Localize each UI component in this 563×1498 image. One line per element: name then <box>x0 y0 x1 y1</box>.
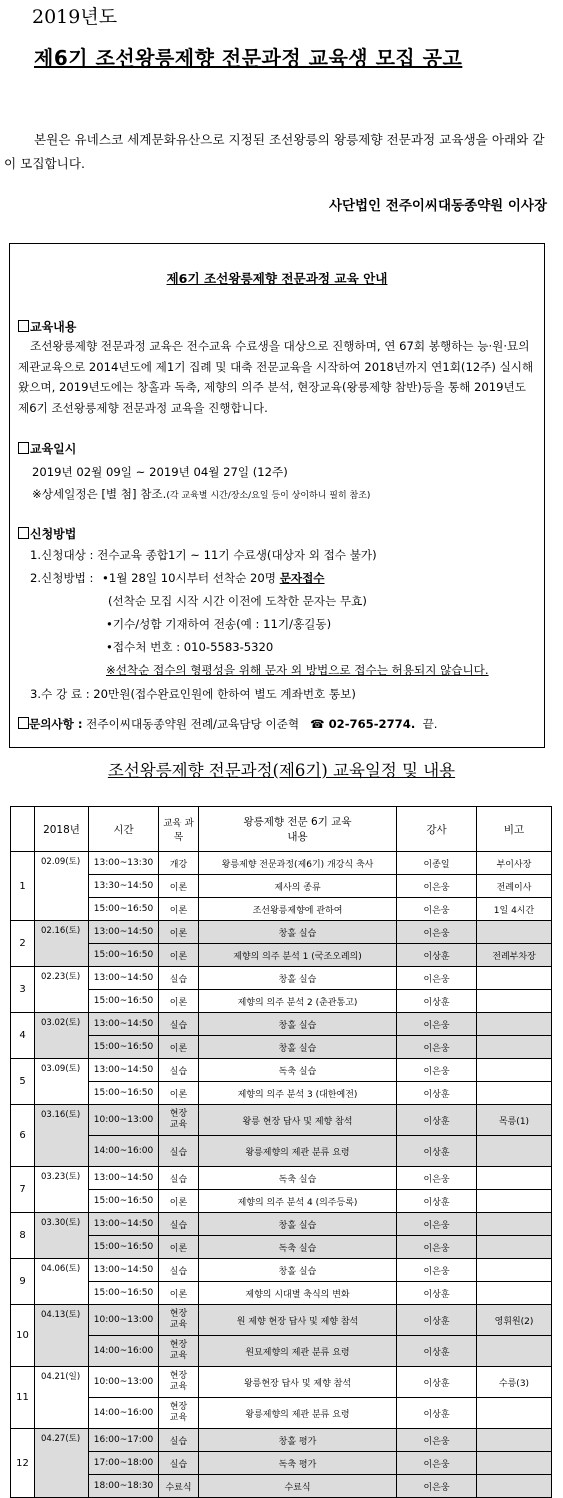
note-cell <box>477 1336 552 1367</box>
content-cell: 제향의 의주 분석 2 (춘관통고) <box>199 990 397 1013</box>
lecturer-cell: 이상훈 <box>397 990 477 1013</box>
week-cell: 3 <box>11 967 35 1013</box>
header-note: 비고 <box>477 807 552 852</box>
lecturer-cell: 이상훈 <box>397 1398 477 1429</box>
time-cell: 13:00~14:50 <box>89 967 159 990</box>
header-time: 시간 <box>89 807 159 852</box>
table-row <box>11 1236 552 1259</box>
type-cell: 현장 교육 <box>159 1336 199 1367</box>
time-cell: 13:00~14:50 <box>89 1213 159 1236</box>
schedule-title: 조선왕릉제향 전문과정(제6기) 교육일정 및 내용 <box>107 761 456 780</box>
content-cell: 제향의 의주 분석 1 (국조오례의) <box>199 944 397 967</box>
content-cell: 독축 실습 <box>199 1167 397 1190</box>
week-cell: 1 <box>11 852 35 921</box>
date-cell: 04.06(토) <box>35 1259 89 1305</box>
lecturer-cell: 이은웅 <box>397 921 477 944</box>
table-row <box>11 1367 552 1398</box>
content-cell: 창홀 실습 <box>199 967 397 990</box>
lecturer-cell: 이은웅 <box>397 1236 477 1259</box>
type-cell: 이론 <box>159 1190 199 1213</box>
note-cell <box>477 1167 552 1190</box>
contact-line: 문의사항 : 전주이씨대동종약원 전례/교육담당 이준혁 ☎ 02-765-2774. 끝. <box>18 716 437 732</box>
lecturer-cell: 이은웅 <box>397 1013 477 1036</box>
content-cell: 독축 실습 <box>199 1059 397 1082</box>
table-row <box>11 1305 552 1336</box>
date-cell: 02.09(토) <box>35 852 89 921</box>
week-cell: 7 <box>11 1167 35 1213</box>
type-cell: 실습 <box>159 1167 199 1190</box>
content-cell: 독축 평가 <box>199 1452 397 1475</box>
type-cell: 이론 <box>159 875 199 898</box>
note-cell <box>477 1475 552 1498</box>
table-row <box>11 1013 552 1036</box>
content-cell: 제사의 종류 <box>199 875 397 898</box>
week-cell: 6 <box>11 1105 35 1167</box>
table-row <box>11 1282 552 1305</box>
note-cell <box>477 1429 552 1452</box>
apply-method-note: ※선착순 접수의 형평성을 위해 문자 외 방법으로 접수는 허용되지 않습니다. <box>106 663 489 677</box>
year-label: 2019년도 <box>32 6 118 28</box>
lecturer-cell: 이상훈 <box>397 1190 477 1213</box>
checkbox-icon <box>18 442 29 454</box>
table-row <box>11 1105 552 1136</box>
lecturer-cell: 이은웅 <box>397 875 477 898</box>
content-cell: 원 제향 현장 답사 및 제향 참석 <box>199 1305 397 1336</box>
note-cell: 목릉(1) <box>477 1105 552 1136</box>
type-cell: 이론 <box>159 944 199 967</box>
week-cell: 4 <box>11 1013 35 1059</box>
content-cell: 제향의 의주 분석 3 (대한예전) <box>199 1082 397 1105</box>
type-cell: 현장 교육 <box>159 1367 199 1398</box>
time-cell: 13:30~14:50 <box>89 875 159 898</box>
content-cell: 왕릉제향 전문과정(제6기) 개강식 축사 <box>199 852 397 875</box>
apply-method-label: 2.신청방법 : <box>30 571 94 585</box>
time-cell: 13:00~14:50 <box>89 1013 159 1036</box>
content-cell: 제향의 시대별 축식의 변화 <box>199 1282 397 1305</box>
table-row <box>11 1213 552 1236</box>
content-cell: 창홀 실습 <box>199 921 397 944</box>
type-cell: 실습 <box>159 1013 199 1036</box>
table-row <box>11 1167 552 1190</box>
lecturer-cell: 이상훈 <box>397 1136 477 1167</box>
date-cell: 02.16(토) <box>35 921 89 967</box>
type-cell: 실습 <box>159 1213 199 1236</box>
table-row <box>11 921 552 944</box>
type-cell: 실습 <box>159 1429 199 1452</box>
type-cell: 이론 <box>159 921 199 944</box>
signer: 사단법인 전주이씨대동종약원 이사장 <box>328 198 547 214</box>
apply-heading: 신청방법 <box>18 525 76 542</box>
apply-method-2: •기수/성함 기재하여 전송(예 : 11기/홍길동) <box>106 617 332 631</box>
intro-text: 본원은 유네스코 세계문화유산으로 지정된 조선왕릉의 왕릉제향 전문과정 교육생을 아래와 같이 모집합니다. <box>4 132 545 171</box>
lecturer-cell: 이은웅 <box>397 1167 477 1190</box>
type-cell: 현장 교육 <box>159 1305 199 1336</box>
content-heading: 교육내용 <box>18 318 76 335</box>
type-cell: 실습 <box>159 1259 199 1282</box>
note-cell: 전례부차장 <box>477 944 552 967</box>
table-row <box>11 1082 552 1105</box>
date-cell: 04.13(토) <box>35 1305 89 1367</box>
type-cell: 실습 <box>159 967 199 990</box>
phone-icon: ☎ 02-765-2774. <box>310 717 416 731</box>
type-cell: 수료식 <box>159 1475 199 1498</box>
content-cell: 수료식 <box>199 1475 397 1498</box>
table-row <box>11 967 552 990</box>
date-cell: 04.21(일) <box>35 1367 89 1429</box>
header-type: 교육 과목 <box>159 807 199 852</box>
content-cell: 왕릉제향의 제관 분류 요령 <box>199 1398 397 1429</box>
lecturer-cell: 이은웅 <box>397 1452 477 1475</box>
table-row <box>11 1190 552 1213</box>
note-cell <box>477 1082 552 1105</box>
time-cell: 10:00~13:00 <box>89 1105 159 1136</box>
note-cell <box>477 1213 552 1236</box>
header-lecturer: 강사 <box>397 807 477 852</box>
time-cell: 16:00~17:00 <box>89 1429 159 1452</box>
time-cell: 14:00~16:00 <box>89 1336 159 1367</box>
note-cell <box>477 921 552 944</box>
lecturer-cell: 이상훈 <box>397 1336 477 1367</box>
type-cell: 실습 <box>159 1059 199 1082</box>
table-row <box>11 1059 552 1082</box>
time-cell: 13:00~14:50 <box>89 921 159 944</box>
date-cell: 03.16(토) <box>35 1105 89 1167</box>
table-row <box>11 1475 552 1498</box>
lecturer-cell: 이은웅 <box>397 1036 477 1059</box>
header-content: 왕릉제향 전문 6기 교육 내용 <box>199 807 397 852</box>
schedule-table <box>10 806 552 1498</box>
content-text: 조선왕릉제향 전문과정 교육은 전수교육 수료생을 대상으로 진행하며, 연 67회 봉행하는 능·원·묘의 제관교육으로 2014년도에 제1기 집례 및 대축 전문교육을 시작하여 2018년까지 연1회(12주) 실시해왔으며, 2019년도에는 창홀과 독축, 제향의 의주 분석, 현장교육(왕릉제향 참반)등을 통해 2019년도 제6기 조선왕릉제향 전문과정 교육을 진행합니다. <box>18 339 534 415</box>
note-cell <box>477 1398 552 1429</box>
note-cell: 전례이사 <box>477 875 552 898</box>
time-cell: 15:00~16:50 <box>89 898 159 921</box>
date-cell: 03.09(토) <box>35 1059 89 1105</box>
lecturer-cell: 이상훈 <box>397 1082 477 1105</box>
lecturer-cell: 이은웅 <box>397 1429 477 1452</box>
time-cell: 15:00~16:50 <box>89 944 159 967</box>
table-row <box>11 1336 552 1367</box>
content-cell: 창홀 실습 <box>199 1213 397 1236</box>
schedule-period: 2019년 02월 09일 ~ 2019년 04월 27일 (12주) <box>32 465 288 479</box>
fee-line: 3.수 강 료 : 20만원(접수완료인원에 한하여 별도 계좌번호 통보) <box>30 687 356 701</box>
week-cell: 8 <box>11 1213 35 1259</box>
lecturer-cell: 이은웅 <box>397 898 477 921</box>
type-cell: 현장 교육 <box>159 1105 199 1136</box>
type-cell: 이론 <box>159 898 199 921</box>
table-row <box>11 1136 552 1167</box>
apply-method-1b: (선착순 모집 시작 시간 이전에 도착한 문자는 무효) <box>108 594 367 608</box>
header-week <box>11 807 35 852</box>
note-cell <box>477 1036 552 1059</box>
week-cell: 5 <box>11 1059 35 1105</box>
date-cell: 02.23(토) <box>35 967 89 1013</box>
content-cell: 창홀 실습 <box>199 1013 397 1036</box>
time-cell: 15:00~16:50 <box>89 990 159 1013</box>
time-cell: 15:00~16:50 <box>89 1082 159 1105</box>
checkbox-icon <box>18 527 29 539</box>
info-box <box>9 243 545 748</box>
note-cell: 영휘원(2) <box>477 1305 552 1336</box>
time-cell: 17:00~18:00 <box>89 1452 159 1475</box>
content-cell: 창홀 실습 <box>199 1259 397 1282</box>
content-cell: 창홀 실습 <box>199 1036 397 1059</box>
lecturer-cell: 이상훈 <box>397 1105 477 1136</box>
time-cell: 13:00~14:50 <box>89 1059 159 1082</box>
lecturer-cell: 이은웅 <box>397 1213 477 1236</box>
note-cell <box>477 1259 552 1282</box>
note-cell <box>477 1236 552 1259</box>
lecturer-cell: 이은웅 <box>397 967 477 990</box>
time-cell: 15:00~16:50 <box>89 1036 159 1059</box>
content-cell: 독축 실습 <box>199 1236 397 1259</box>
time-cell: 15:00~16:50 <box>89 1282 159 1305</box>
content-cell: 왕릉현장 답사 및 제향 참석 <box>199 1367 397 1398</box>
table-header-row <box>11 807 552 852</box>
table-row <box>11 852 552 875</box>
apply-target: 1.신청대상 : 전수교육 종합1기 ~ 11기 수료생(대상자 외 접수 불가) <box>30 548 377 562</box>
note-cell <box>477 967 552 990</box>
note-cell <box>477 990 552 1013</box>
table-row <box>11 1429 552 1452</box>
lecturer-cell: 이종일 <box>397 852 477 875</box>
table-row <box>11 898 552 921</box>
checkbox-icon <box>18 717 29 729</box>
content-cell: 왕릉제향의 제관 분류 요령 <box>199 1136 397 1167</box>
table-row <box>11 1452 552 1475</box>
header-date: 2018년 <box>35 807 89 852</box>
table-row <box>11 990 552 1013</box>
table-row <box>11 944 552 967</box>
note-cell <box>477 1282 552 1305</box>
note-cell: 수릉(3) <box>477 1367 552 1398</box>
lecturer-cell: 이상훈 <box>397 1367 477 1398</box>
week-cell: 11 <box>11 1367 35 1429</box>
type-cell: 이론 <box>159 1236 199 1259</box>
lecturer-cell: 이상훈 <box>397 1305 477 1336</box>
lecturer-cell: 이상훈 <box>397 944 477 967</box>
table-row <box>11 1036 552 1059</box>
type-cell: 현장 교육 <box>159 1398 199 1429</box>
time-cell: 13:00~13:30 <box>89 852 159 875</box>
apply-method-3: •접수처 번호 : 010-5583-5320 <box>106 640 274 654</box>
note-cell <box>477 1190 552 1213</box>
date-cell: 03.30(토) <box>35 1213 89 1259</box>
note-cell <box>477 1452 552 1475</box>
note-cell <box>477 1013 552 1036</box>
lecturer-cell: 이상훈 <box>397 1282 477 1305</box>
table-row <box>11 1398 552 1429</box>
time-cell: 10:00~13:00 <box>89 1367 159 1398</box>
type-cell: 이론 <box>159 1036 199 1059</box>
time-cell: 13:00~14:50 <box>89 1259 159 1282</box>
week-cell: 2 <box>11 921 35 967</box>
time-cell: 13:00~14:50 <box>89 1167 159 1190</box>
time-cell: 14:00~16:00 <box>89 1398 159 1429</box>
note-cell: 부이사장 <box>477 852 552 875</box>
type-cell: 이론 <box>159 990 199 1013</box>
info-title: 제6기 조선왕릉제향 전문과정 교육 안내 <box>166 271 388 286</box>
lecturer-cell: 이은웅 <box>397 1259 477 1282</box>
time-cell: 15:00~16:50 <box>89 1236 159 1259</box>
type-cell: 실습 <box>159 1136 199 1167</box>
lecturer-cell: 이은웅 <box>397 1475 477 1498</box>
table-row <box>11 875 552 898</box>
date-cell: 03.02(토) <box>35 1013 89 1059</box>
note-cell <box>477 1136 552 1167</box>
schedule-note: ※상세일정은 [별 첨] 참조.(각 교육별 시간/장소/요일 등이 상이하니 필히 참조) <box>32 487 371 501</box>
week-cell: 9 <box>11 1259 35 1305</box>
type-cell: 실습 <box>159 1452 199 1475</box>
content-cell: 제향의 의주 분석 4 (의주등록) <box>199 1190 397 1213</box>
week-cell: 10 <box>11 1305 35 1367</box>
type-cell: 이론 <box>159 1282 199 1305</box>
note-cell: 1일 4시간 <box>477 898 552 921</box>
time-cell: 18:00~18:30 <box>89 1475 159 1498</box>
content-cell: 원묘제향의 제관 분류 요령 <box>199 1336 397 1367</box>
content-cell: 왕릉 현장 답사 및 제향 참석 <box>199 1105 397 1136</box>
week-cell: 12 <box>11 1429 35 1498</box>
date-cell: 03.23(토) <box>35 1167 89 1213</box>
apply-method-1: •1월 28일 10시부터 선착순 20명 문자접수 <box>102 571 325 585</box>
note-cell <box>477 1059 552 1082</box>
time-cell: 15:00~16:50 <box>89 1190 159 1213</box>
table-row <box>11 1259 552 1282</box>
type-cell: 이론 <box>159 1082 199 1105</box>
schedule-heading: 교육일시 <box>18 440 76 457</box>
checkbox-icon <box>18 320 29 332</box>
page-title: 제6기 조선왕릉제향 전문과정 교육생 모집 공고 <box>34 46 463 70</box>
time-cell: 10:00~13:00 <box>89 1305 159 1336</box>
content-cell: 창홀 평가 <box>199 1429 397 1452</box>
content-cell: 조선왕릉제향에 관하여 <box>199 898 397 921</box>
date-cell: 04.27(토) <box>35 1429 89 1498</box>
type-cell: 개강 <box>159 852 199 875</box>
time-cell: 14:00~16:00 <box>89 1136 159 1167</box>
lecturer-cell: 이은웅 <box>397 1059 477 1082</box>
